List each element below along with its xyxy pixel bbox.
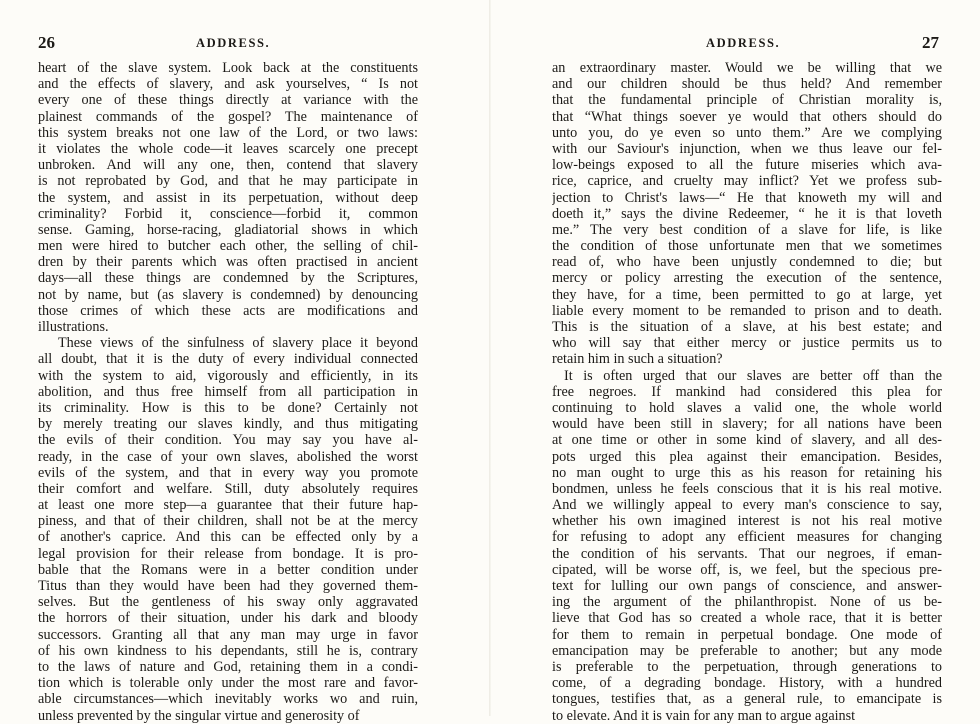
text-line: by merely treating our slaves kindly, and thus mitigating [38, 416, 418, 433]
text-line: dren by their parents which was often practised in ancient [38, 254, 418, 271]
text-line: legal provision for their release from bondage. It is pro- [38, 545, 418, 562]
text-line: text for lulling our own pangs of conscience, and answer- [552, 578, 942, 594]
text-line: who will say that either mercy or justice permits us to [552, 335, 942, 352]
running-head: ADDRESS. [196, 36, 271, 50]
text-line: men were hired to butcher each other, the selling of chil- [38, 238, 418, 255]
text-line: is not reprobated by God, and that he may participate in [38, 173, 418, 190]
text-line: tion which is tolerable only under the most rare and favor- [38, 675, 418, 692]
text-line: me.” The very best condition of a slave for life, is like [552, 221, 942, 238]
text-line: This is the situation of a slave, at his best estate; and [552, 319, 942, 335]
text-line: ready, in the case of your own slaves, abolished the worst [38, 448, 418, 465]
text-line: with our Saviour's injunction, when we thus leave our fel- [552, 140, 942, 157]
text-line: mercy or policy arresting the execution of the sentence, [552, 270, 942, 287]
text-line: jection to Christ's laws—“ He that knoweth my will and [552, 189, 942, 206]
text-line: rice, caprice, and cruelty may inflict? Yet we profess sub- [552, 173, 942, 190]
right-page [490, 0, 980, 724]
text-line: lieve that God has so created a whole race, that it is better [552, 610, 942, 627]
text-line: pots urged this plea against their emancipation. Besides, [552, 448, 942, 465]
text-line: the condition of those unfortunate men that we sometimes [552, 238, 942, 255]
text-line: is preferable to the perpetuation, through generations to [552, 658, 942, 675]
text-line: And we willingly appeal to every man's conscience to say, [552, 497, 942, 514]
text-line: that the fundamental principle of Christian morality is, [552, 92, 942, 109]
text-line: an extraordinary master. Would we be willing that we [552, 60, 942, 76]
text-line: no man ought to urge this as his reason for retaining his [552, 464, 942, 481]
text-line: cipated, will be worse off, is, we feel, but the specious pre- [552, 561, 942, 578]
text-line: read of, who have been unjustly condemned to die; but [552, 254, 942, 271]
text-line: days—all these things are condemned by the Scriptures, [38, 270, 418, 287]
text-line: to the laws of nature and God, retaining them in a condi- [38, 658, 418, 675]
text-line: abolition, and thus free himself from all participation in [38, 383, 418, 400]
text-line: unbroken. And will any one, then, contend that slavery [38, 157, 418, 174]
text-line: doeth it,” says the divine Redeemer, “ he it is that loveth [552, 205, 942, 222]
text-line: they have, for a time, been permitted to go at large, yet [552, 286, 942, 303]
text-line: heart of the slave system. Look back at the constituents [38, 60, 418, 76]
text-line: for them to remain in perpetual bondage. One mode of [552, 626, 942, 643]
text-line: It is often urged that our slaves are better off than the [564, 367, 942, 384]
text-line: with the system to aid, vigorously and efficiently, in its [38, 367, 418, 384]
text-line: piness, and that of their children, shall not be at the mercy [38, 513, 418, 530]
text-line: for refusing to adopt any efficient measures for changing [552, 529, 942, 546]
text-line: not by name, but (as slavery is condemned) by denouncing [38, 286, 418, 303]
text-line: bondmen, unless he feels conscious that it is his real motive. [552, 480, 942, 497]
text-line: and our children should be thus held? And remember [552, 76, 942, 93]
text-line: These views of the sinfulness of slavery place it beyond [58, 335, 418, 352]
text-line: come, of a degrading bondage. History, with a hundred [552, 675, 942, 692]
text-line: emancipation may be preferable to another; but any mode [552, 642, 942, 659]
text-line: all doubt, that it is the duty of every individual connected [38, 351, 418, 368]
running-head: ADDRESS. [706, 36, 781, 50]
text-line: retain him in such a situation? [552, 351, 723, 368]
page-number: 27 [922, 33, 939, 52]
text-line: at one time or other in some kind of slavery, and all des- [552, 432, 942, 449]
text-line: the evils of their condition. You may say you have al- [38, 432, 418, 449]
text-line: low-beings exposed to all the future miseries which ava- [552, 157, 942, 174]
text-line: able circumstances—which inevitably works wo and ruin, [38, 691, 418, 708]
text-line: bable that the Romans were in a better condition under [38, 561, 418, 578]
text-line: the system, and assist in its perpetuation, without deep [38, 189, 418, 206]
text-line: that “What things soever ye would that others should do [552, 108, 942, 125]
body-text [552, 60, 942, 724]
text-line: evils of the system, and that in every way you promote [38, 464, 418, 481]
text-line: to elevate. And it is vain for any man to argue against [552, 707, 856, 724]
text-line: selves. But the gentleness of his sway only aggravated [38, 594, 418, 611]
text-line: criminality? Forbid it, conscience—forbid it, common [38, 205, 418, 222]
page-number: 26 [38, 33, 55, 52]
text-line: continuing to hold slaves a valid one, the whole world [552, 399, 942, 416]
body-text [38, 60, 418, 724]
text-line: whether his own imagined interest is not his real motive [552, 513, 942, 530]
text-line: sense. Gaming, horse-racing, gladiatorial shows in which [38, 221, 418, 238]
text-line: the condition of his servants. That our negroes, if eman- [552, 545, 942, 562]
text-line: liable every moment to be remanded to prison and to death. [552, 302, 942, 319]
text-line: tongues, testifies that, as a general rule, to emancipate is [552, 691, 942, 708]
text-line: free negroes. If mankind had considered this plea for [552, 383, 942, 400]
text-line: its criminality. How is this to be done? Certainly not [38, 399, 418, 416]
text-line: the horrors of their situation, under his dark and bloody [38, 610, 418, 627]
text-line: and the effects of slavery, and ask yourselves, “ Is not [38, 76, 418, 93]
text-line: would have been still in slavery; for all nations have been [552, 416, 942, 433]
text-line: it violates the whole code—it leaves scarcely one precept [38, 140, 418, 157]
text-line: plainest commands of the gospel? The maintenance of [38, 108, 418, 125]
text-line: their comfort and welfare. Still, duty absolutely requires [38, 480, 418, 497]
text-line: those crimes of which these acts are modifications and [38, 302, 418, 319]
text-line: at least one more step—a guarantee that their future hap- [38, 497, 418, 514]
text-line: of another's caprice. And this can be effected only by a [38, 529, 418, 546]
text-line: successors. Granting all that any man may urge in favor [38, 626, 418, 643]
text-line: this system breaks not one law of the Lord, or two laws: [38, 124, 418, 141]
text-line: ing the argument of the philanthropist. None of us be- [552, 594, 942, 611]
text-line: every one of these things directly at variance with the [38, 92, 418, 109]
text-line: illustrations. [38, 319, 109, 335]
text-line: unto you, do ye even so unto them.” Are we complying [552, 124, 942, 141]
text-line: Titus than they would have been had they governed them- [38, 578, 418, 594]
text-line: unless prevented by the singular virtue and generosity of [38, 707, 360, 724]
text-line: of his own kindness to his dependants, still he is, contrary [38, 642, 418, 659]
